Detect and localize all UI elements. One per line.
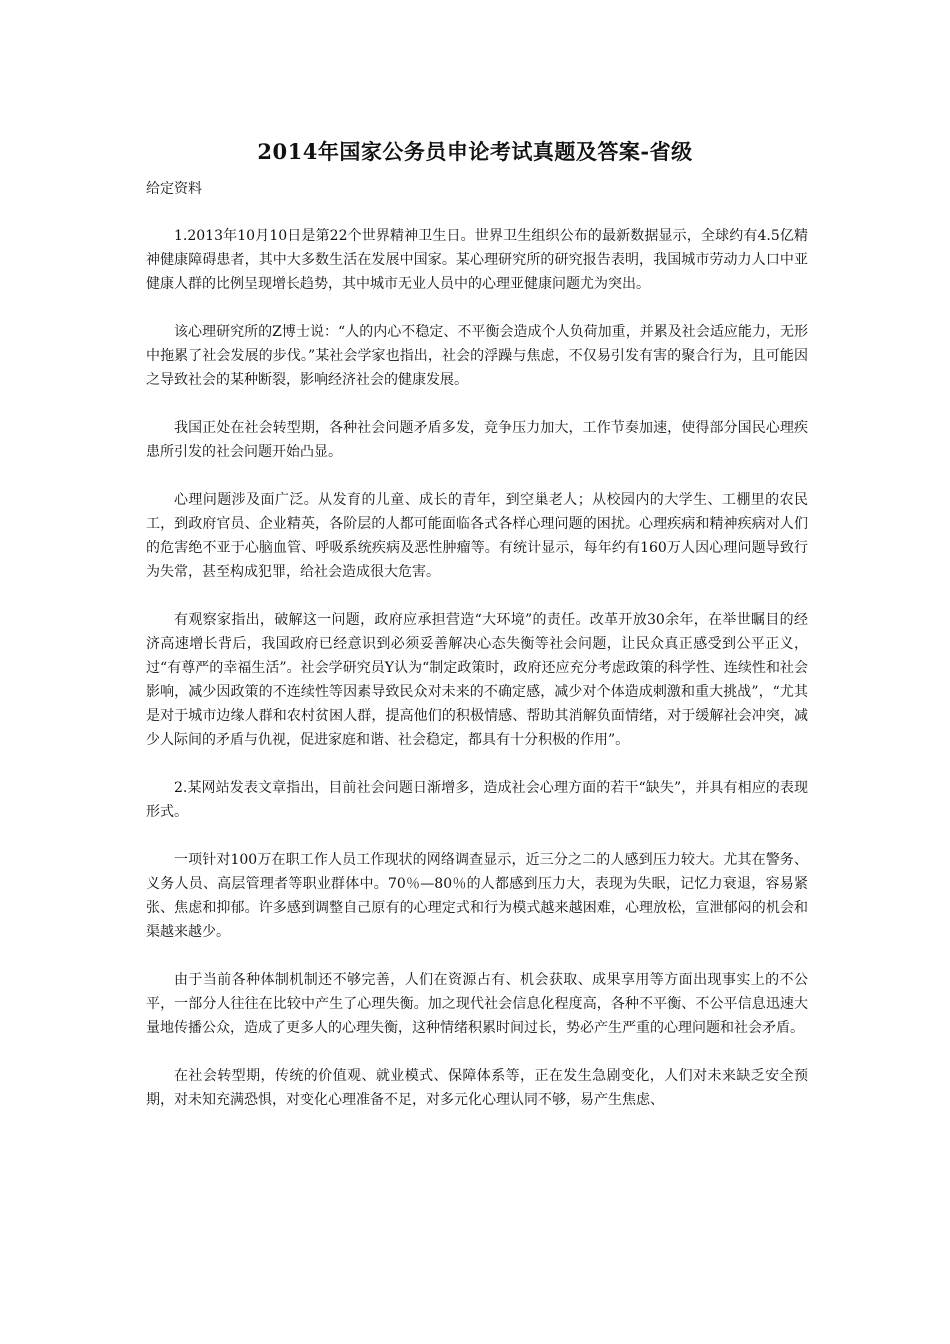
paragraph-7: 一项针对100万在职工作人员工作现状的网络调查显示，近三分之二的人感到压力较大。尤其在警务、义务人员、高层管理者等职业群体中。70％—80％的人都感到压力大，表现为失眠，记忆力衰退，容易紧张、焦虑和抑郁。许多感到调整自己原有的心理定式和行为模式越来越困难，心理放松，宣泄郁闷的机会和渠越来越少。 [146, 852, 808, 940]
document-body [146, 224, 808, 1136]
paragraph-5: 有观察家指出，破解这一问题，政府应承担营造“大环境”的责任。改革开放30余年，在举世瞩目的经济高速增长背后，我国政府已经意识到必须妥善解决心态失衡等社会问题，让民众真正感受到公平正义，过“有尊严的幸福生活”。社会学研究员Y认为“制定政策时，政府还应充分考虑政策的科学性、连续性和社会影响，减少因政策的不连续性等因素导致民众对未来的不确定感，减少对个体造成刺激和重大挑战”，“尤其是对于城市边缘人群和农村贫困人群，提高他们的积极情感、帮助其消解负面情绪，对于缓解社会冲突，减少人际间的矛盾与仇视，促进家庭和谐、社会稳定，都具有十分积极的作用”。 [146, 612, 808, 748]
paragraph-3: 我国正处在社会转型期，各种社会问题矛盾多发，竞争压力加大，工作节奏加速，使得部分国民心理疾患所引发的社会问题开始凸显。 [146, 420, 808, 460]
paragraph-6: 2.某网站发表文章指出，目前社会问题日渐增多，造成社会心理方面的若干“缺失”，并具有相应的表现形式。 [146, 780, 808, 820]
paragraph-9: 在社会转型期，传统的价值观、就业模式、保障体系等，正在发生急剧变化，人们对未来缺乏安全预期，对未知充满恐惧，对变化心理准备不足，对多元化心理认同不够，易产生焦虑、 [146, 1068, 808, 1108]
paragraph-2: 该心理研究所的Z博士说：“人的内心不稳定、不平衡会造成个人负荷加重，并累及社会适应能力，无形中拖累了社会发展的步伐。”某社会学家也指出，社会的浮躁与焦虑，不仅易引发有害的聚合行为，且可能因之导致社会的某种断裂，影响经济社会的健康发展。 [146, 324, 808, 388]
paragraph-4: 心理问题涉及面广泛。从发育的儿童、成长的青年，到空巢老人；从校园内的大学生、工棚里的农民工，到政府官员、企业精英，各阶层的人都可能面临各式各样心理问题的困扰。心理疾病和精神疾病对人们的危害绝不亚于心脑血管、呼吸系统疾病及恶性肿瘤等。有统计显示，每年约有160万人因心理问题导致行为失常，甚至构成犯罪，给社会造成很大危害。 [146, 492, 808, 580]
document-title: 2014年国家公务员申论考试真题及答案-省级 [257, 139, 693, 164]
section-label: 给定资料 [146, 181, 202, 197]
paragraph-1: 1.2013年10月10日是第22个世界精神卫生日。世界卫生组织公布的最新数据显示，全球约有4.5亿精神健康障碍患者，其中大多数生活在发展中国家。某心理研究所的研究报告表明，我国城市劳动力人口中亚健康人群的比例呈现增长趋势，其中城市无业人员中的心理亚健康问题尤为突出。 [146, 228, 808, 292]
paragraph-8: 由于当前各种体制机制还不够完善，人们在资源占有、机会获取、成果享用等方面出现事实上的不公平，一部分人往往在比较中产生了心理失衡。加之现代社会信息化程度高，各种不平衡、不公平信息迅速大量地传播公众，造成了更多人的心理失衡，这种情绪积累时间过长，势必产生严重的心理问题和社会矛盾。 [146, 972, 808, 1036]
